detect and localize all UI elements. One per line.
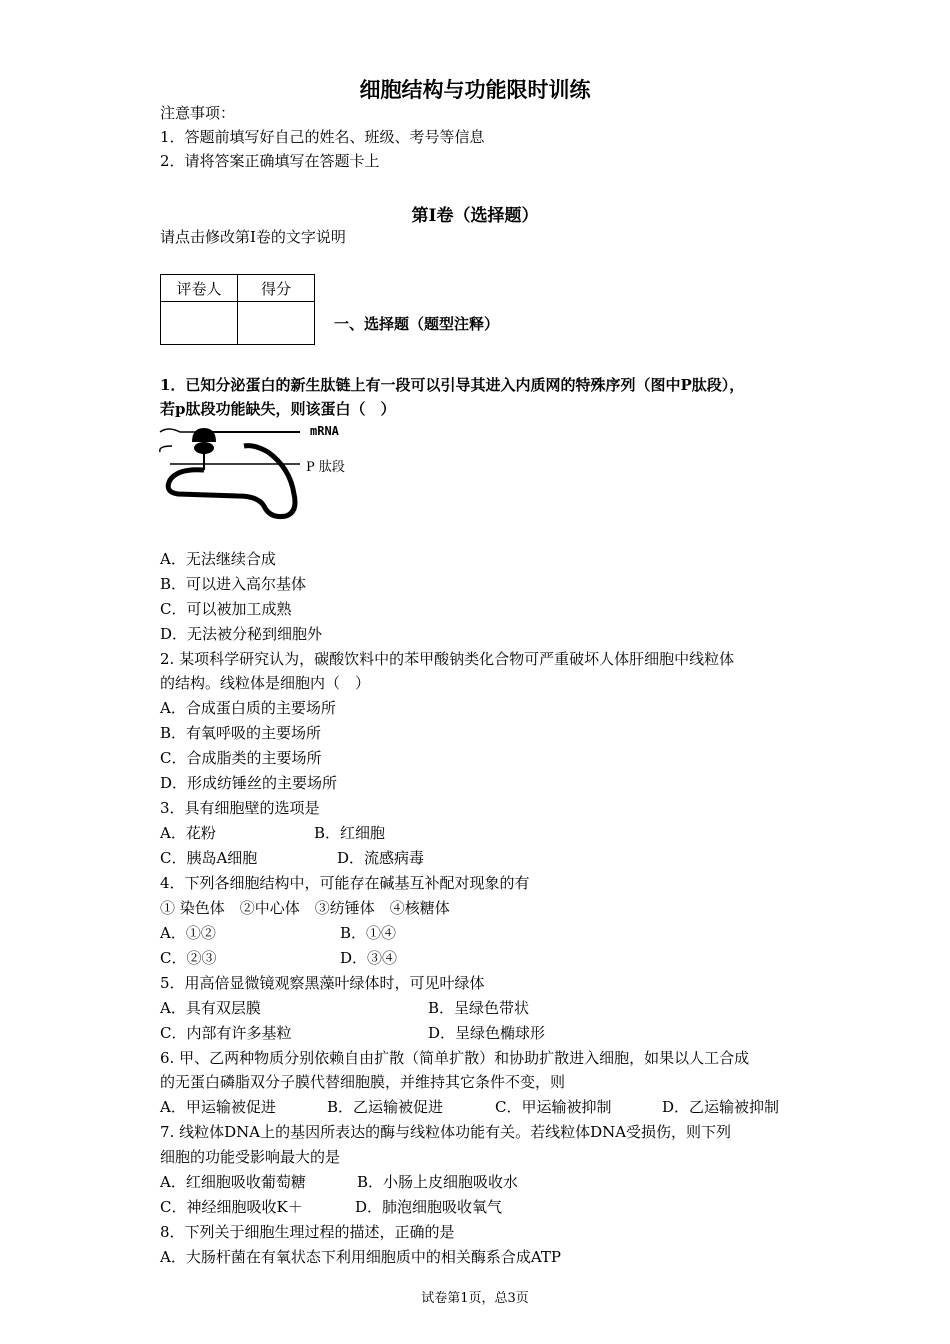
q6-option-b[interactable]: B．乙运输被促进 <box>327 1098 444 1116</box>
q2-option-c[interactable]: C．合成脂类的主要场所 <box>160 749 322 767</box>
q7-stem: 7. 线粒体DNA上的基因所表达的酶与线粒体功能有关。若线粒体DNA受损伤，则下列 <box>160 1123 732 1141</box>
q2-stem: 2. 某项科学研究认为，碳酸饮料中的苯甲酸钠类化合物可严重破坏人体肝细胞中线粒体 <box>160 650 735 668</box>
figure-label-p-peptide: P 肽段 <box>306 460 345 475</box>
q7-option-b[interactable]: B．小肠上皮细胞吸收水 <box>357 1173 519 1191</box>
q3-option-b[interactable]: B．红细胞 <box>314 824 386 842</box>
q6-stem: 6. 甲、乙两种物质分别依赖自由扩散（简单扩散）和协助扩散进入细胞，如果以人工合成 <box>160 1049 750 1067</box>
q1-option-c[interactable]: C．可以被加工成熟 <box>160 600 292 618</box>
section-description[interactable]: 请点击修改第I卷的文字说明 <box>160 228 346 246</box>
q4-option-a[interactable]: A．①② <box>160 924 216 942</box>
q1-stem: 1．已知分泌蛋白的新生肽链上有一段可以引导其进入内质网的特殊序列（图中P肽段）， <box>160 376 745 394</box>
q7-option-d[interactable]: D．肺泡细胞吸收氧气 <box>355 1198 503 1216</box>
q3-option-d[interactable]: D．流感病毒 <box>337 849 425 867</box>
q5-option-a[interactable]: A．具有双层膜 <box>160 999 261 1017</box>
q2-stem: 的结构。线粒体是细胞内（ ） <box>160 674 371 692</box>
notice-item: 1．答题前填写好自己的姓名、班级、考号等信息 <box>160 128 485 146</box>
page-footer: 试卷第1页，总3页 <box>421 1291 529 1306</box>
q2-option-d[interactable]: D．形成纺锤丝的主要场所 <box>160 774 338 792</box>
q2-option-a[interactable]: A．合成蛋白质的主要场所 <box>160 699 336 717</box>
grader-header: 评卷人 <box>161 275 238 302</box>
q4-stem: 4．下列各细胞结构中，可能存在碱基互补配对现象的有 <box>160 874 530 892</box>
q4-option-c[interactable]: C．②③ <box>160 949 217 967</box>
score-table <box>160 274 315 345</box>
q2-option-b[interactable]: B．有氧呼吸的主要场所 <box>160 724 322 742</box>
q4-option-d[interactable]: D．③④ <box>340 949 398 967</box>
page-title: 细胞结构与功能限时训练 <box>359 77 591 102</box>
q3-option-a[interactable]: A．花粉 <box>160 824 216 842</box>
q6-option-a[interactable]: A．甲运输被促进 <box>160 1098 276 1116</box>
q1-option-b[interactable]: B．可以进入高尔基体 <box>160 575 307 593</box>
q1-stem: 若p肽段功能缺失，则该蛋白（ ） <box>160 400 396 418</box>
q4-items: ① 染色体 ②中心体 ③纺锤体 ④核糖体 <box>160 899 450 917</box>
q5-option-d[interactable]: D．呈绿色椭球形 <box>428 1024 546 1042</box>
q7-option-a[interactable]: A．红细胞吸收葡萄糖 <box>160 1173 306 1191</box>
notice-heading: 注意事项： <box>160 104 236 122</box>
q5-stem: 5．用高倍显微镜观察黑藻叶绿体时，可见叶绿体 <box>160 974 485 992</box>
section-title: 第I卷（选择题） <box>411 206 539 226</box>
grader-cell <box>161 302 238 345</box>
q8-stem: 8．下列关于细胞生理过程的描述，正确的是 <box>160 1223 455 1241</box>
q8-option-a[interactable]: A．大肠杆菌在有氧状态下利用细胞质中的相关酶系合成ATP <box>160 1248 561 1266</box>
score-header: 得分 <box>238 275 315 302</box>
q6-option-d[interactable]: D．乙运输被抑制 <box>662 1098 780 1116</box>
q6-option-c[interactable]: C．甲运输被抑制 <box>495 1098 612 1116</box>
part-title: 一、选择题（题型注释） <box>334 315 500 333</box>
score-cell <box>238 302 315 345</box>
notice-item: 2．请将答案正确填写在答题卡上 <box>160 152 380 170</box>
q1-option-d[interactable]: D．无法被分秘到细胞外 <box>160 625 323 643</box>
q3-stem: 3．具有细胞壁的选项是 <box>160 799 320 817</box>
q7-option-c[interactable]: C．神经细胞吸收K＋ <box>160 1198 303 1216</box>
q5-option-b[interactable]: B．呈绿色带状 <box>428 999 530 1017</box>
q3-option-c[interactable]: C．胰岛A细胞 <box>160 849 258 867</box>
q4-option-b[interactable]: B．①④ <box>340 924 397 942</box>
q6-stem: 的无蛋白磷脂双分子膜代替细胞膜，并维持其它条件不变，则 <box>160 1073 566 1091</box>
q7-stem: 细胞的功能受影响最大的是 <box>160 1148 341 1166</box>
q1-option-a[interactable]: A．无法继续合成 <box>160 550 276 568</box>
q5-option-c[interactable]: C．内部有许多基粒 <box>160 1024 292 1042</box>
figure-label-mrna: mRNA <box>310 424 339 438</box>
